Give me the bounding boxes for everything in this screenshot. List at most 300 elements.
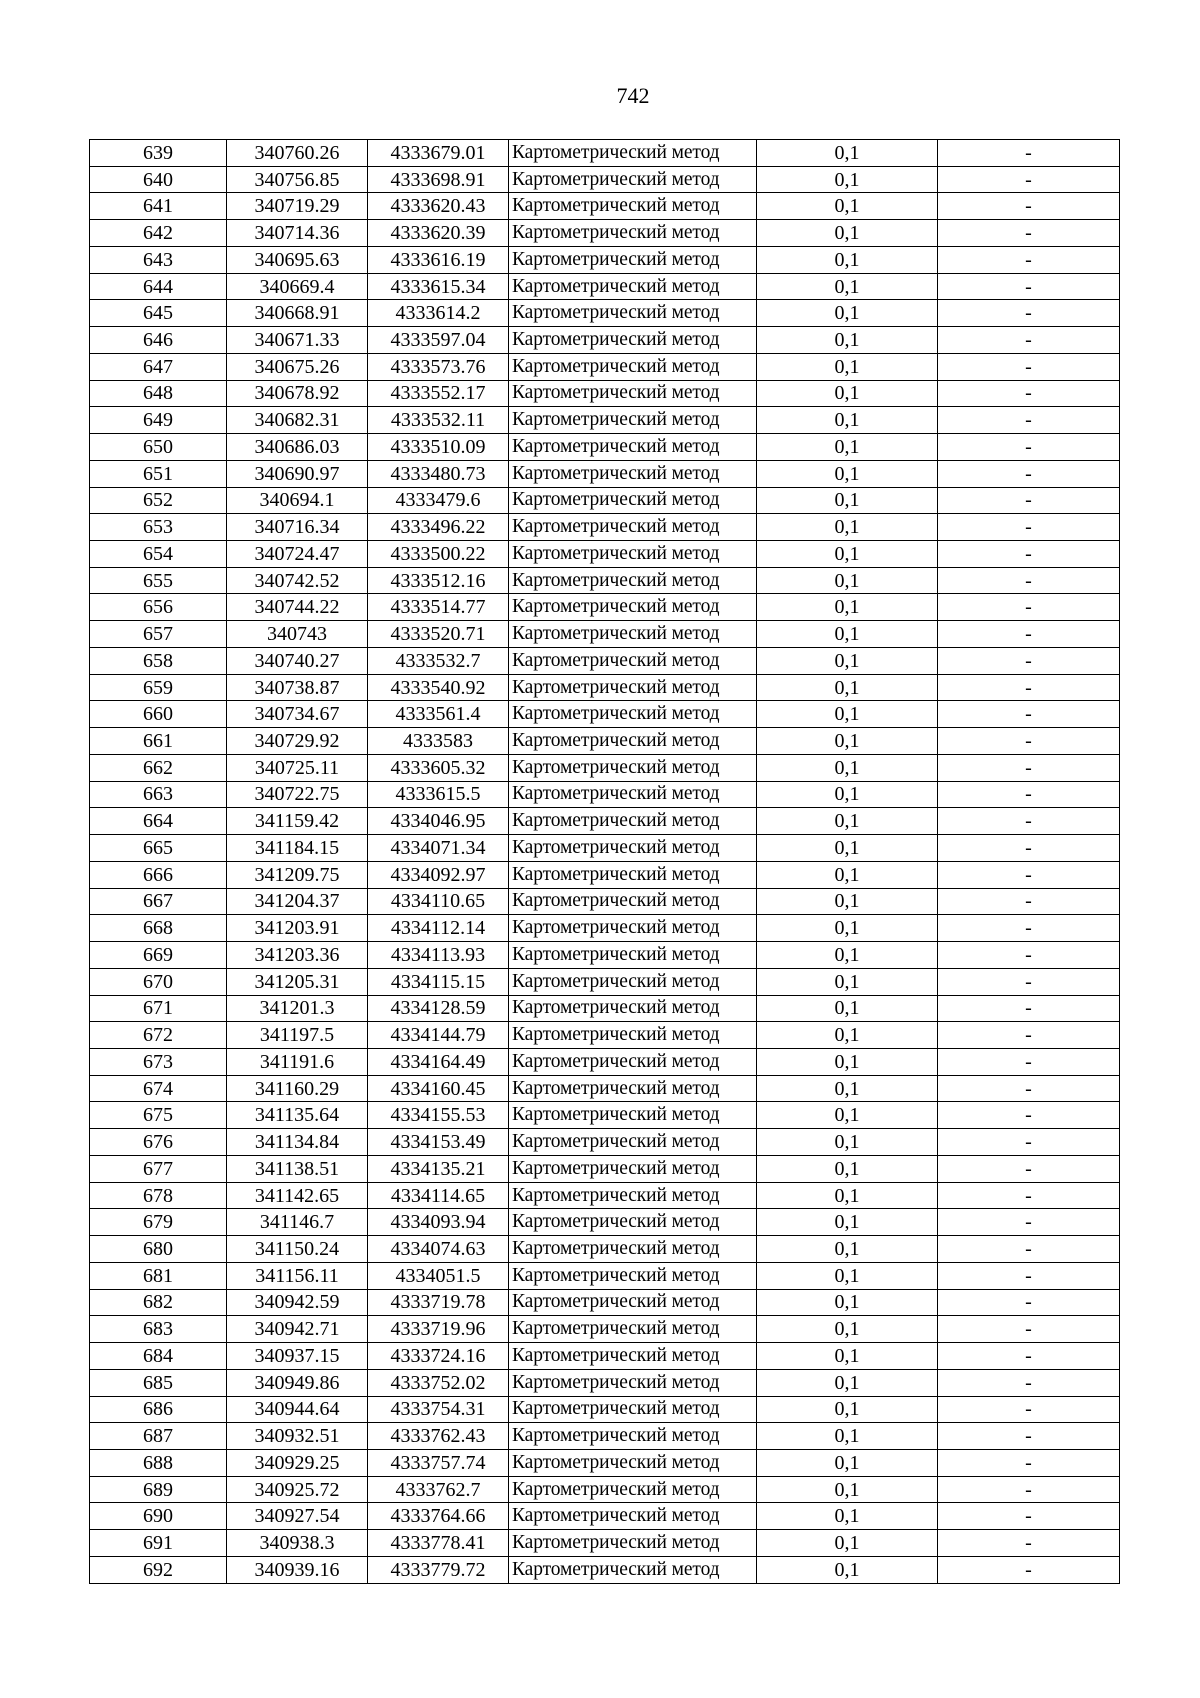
accuracy-cell: 0,1: [757, 888, 938, 915]
note-cell: -: [938, 1262, 1120, 1289]
accuracy-cell: 0,1: [757, 300, 938, 327]
y-coordinate-cell: 4333552.17: [368, 380, 509, 407]
point-number-cell: 645: [90, 300, 227, 327]
table-row: [90, 1209, 1120, 1236]
method-cell: Картометрический метод: [509, 1155, 757, 1182]
accuracy-cell: 0,1: [757, 1289, 938, 1316]
y-coordinate-cell: 4333762.43: [368, 1423, 509, 1450]
coordinates-table: [89, 139, 1120, 1584]
y-coordinate-cell: 4334092.97: [368, 861, 509, 888]
x-coordinate-cell: 340742.52: [227, 567, 368, 594]
x-coordinate-cell: 340756.85: [227, 166, 368, 193]
note-cell: -: [938, 888, 1120, 915]
x-coordinate-cell: 340760.26: [227, 140, 368, 167]
accuracy-cell: 0,1: [757, 273, 938, 300]
table-row: [90, 888, 1120, 915]
method-cell: Картометрический метод: [509, 487, 757, 514]
note-cell: -: [938, 514, 1120, 541]
point-number-cell: 689: [90, 1476, 227, 1503]
point-number-cell: 666: [90, 861, 227, 888]
y-coordinate-cell: 4333500.22: [368, 541, 509, 568]
y-coordinate-cell: 4334071.34: [368, 835, 509, 862]
method-cell: Картометрический метод: [509, 1503, 757, 1530]
y-coordinate-cell: 4334135.21: [368, 1155, 509, 1182]
y-coordinate-cell: 4333540.92: [368, 674, 509, 701]
y-coordinate-cell: 4333779.72: [368, 1556, 509, 1583]
method-cell: Картометрический метод: [509, 1236, 757, 1263]
accuracy-cell: 0,1: [757, 434, 938, 461]
accuracy-cell: 0,1: [757, 1102, 938, 1129]
accuracy-cell: 0,1: [757, 915, 938, 942]
y-coordinate-cell: 4333752.02: [368, 1369, 509, 1396]
note-cell: -: [938, 460, 1120, 487]
table-row: [90, 1262, 1120, 1289]
x-coordinate-cell: 341156.11: [227, 1262, 368, 1289]
table-row: [90, 407, 1120, 434]
point-number-cell: 647: [90, 353, 227, 380]
table-row: [90, 1503, 1120, 1530]
accuracy-cell: 0,1: [757, 701, 938, 728]
note-cell: -: [938, 220, 1120, 247]
table-row: [90, 1369, 1120, 1396]
table-row: [90, 647, 1120, 674]
point-number-cell: 660: [90, 701, 227, 728]
note-cell: -: [938, 567, 1120, 594]
point-number-cell: 673: [90, 1048, 227, 1075]
point-number-cell: 641: [90, 193, 227, 220]
y-coordinate-cell: 4333698.91: [368, 166, 509, 193]
note-cell: -: [938, 1449, 1120, 1476]
note-cell: -: [938, 1503, 1120, 1530]
point-number-cell: 684: [90, 1343, 227, 1370]
x-coordinate-cell: 340690.97: [227, 460, 368, 487]
table-row: [90, 968, 1120, 995]
table-row: [90, 514, 1120, 541]
point-number-cell: 692: [90, 1556, 227, 1583]
note-cell: -: [938, 1102, 1120, 1129]
table-row: [90, 140, 1120, 167]
method-cell: Картометрический метод: [509, 781, 757, 808]
accuracy-cell: 0,1: [757, 728, 938, 755]
note-cell: -: [938, 300, 1120, 327]
table-row: [90, 728, 1120, 755]
point-number-cell: 643: [90, 246, 227, 273]
y-coordinate-cell: 4333583: [368, 728, 509, 755]
method-cell: Картометрический метод: [509, 514, 757, 541]
accuracy-cell: 0,1: [757, 1316, 938, 1343]
x-coordinate-cell: 340714.36: [227, 220, 368, 247]
x-coordinate-cell: 340719.29: [227, 193, 368, 220]
point-number-cell: 652: [90, 487, 227, 514]
accuracy-cell: 0,1: [757, 514, 938, 541]
x-coordinate-cell: 341135.64: [227, 1102, 368, 1129]
x-coordinate-cell: 340682.31: [227, 407, 368, 434]
table-row: [90, 1155, 1120, 1182]
point-number-cell: 674: [90, 1075, 227, 1102]
table-row: [90, 1476, 1120, 1503]
note-cell: -: [938, 942, 1120, 969]
y-coordinate-cell: 4334155.53: [368, 1102, 509, 1129]
point-number-cell: 675: [90, 1102, 227, 1129]
method-cell: Картометрический метод: [509, 380, 757, 407]
note-cell: -: [938, 808, 1120, 835]
method-cell: Картометрический метод: [509, 273, 757, 300]
x-coordinate-cell: 341205.31: [227, 968, 368, 995]
y-coordinate-cell: 4333573.76: [368, 353, 509, 380]
point-number-cell: 650: [90, 434, 227, 461]
table-row: [90, 1449, 1120, 1476]
accuracy-cell: 0,1: [757, 1022, 938, 1049]
method-cell: Картометрический метод: [509, 674, 757, 701]
method-cell: Картометрический метод: [509, 1449, 757, 1476]
x-coordinate-cell: 340695.63: [227, 246, 368, 273]
y-coordinate-cell: 4334110.65: [368, 888, 509, 915]
table-row: [90, 460, 1120, 487]
accuracy-cell: 0,1: [757, 246, 938, 273]
note-cell: -: [938, 861, 1120, 888]
method-cell: Картометрический метод: [509, 1530, 757, 1557]
method-cell: Картометрический метод: [509, 300, 757, 327]
y-coordinate-cell: 4333597.04: [368, 327, 509, 354]
accuracy-cell: 0,1: [757, 1556, 938, 1583]
point-number-cell: 668: [90, 915, 227, 942]
table-row: [90, 594, 1120, 621]
method-cell: Картометрический метод: [509, 915, 757, 942]
method-cell: Картометрический метод: [509, 460, 757, 487]
table-row: [90, 781, 1120, 808]
note-cell: -: [938, 968, 1120, 995]
method-cell: Картометрический метод: [509, 647, 757, 674]
note-cell: -: [938, 353, 1120, 380]
point-number-cell: 670: [90, 968, 227, 995]
method-cell: Картометрический метод: [509, 1316, 757, 1343]
point-number-cell: 672: [90, 1022, 227, 1049]
point-number-cell: 662: [90, 754, 227, 781]
method-cell: Картометрический метод: [509, 861, 757, 888]
point-number-cell: 683: [90, 1316, 227, 1343]
point-number-cell: 664: [90, 808, 227, 835]
x-coordinate-cell: 340678.92: [227, 380, 368, 407]
table-row: [90, 1316, 1120, 1343]
method-cell: Картометрический метод: [509, 1423, 757, 1450]
accuracy-cell: 0,1: [757, 1262, 938, 1289]
table-row: [90, 942, 1120, 969]
table-row: [90, 1289, 1120, 1316]
note-cell: -: [938, 327, 1120, 354]
y-coordinate-cell: 4334113.93: [368, 942, 509, 969]
point-number-cell: 659: [90, 674, 227, 701]
point-number-cell: 653: [90, 514, 227, 541]
accuracy-cell: 0,1: [757, 621, 938, 648]
accuracy-cell: 0,1: [757, 193, 938, 220]
y-coordinate-cell: 4333757.74: [368, 1449, 509, 1476]
accuracy-cell: 0,1: [757, 1423, 938, 1450]
x-coordinate-cell: 341191.6: [227, 1048, 368, 1075]
x-coordinate-cell: 340729.92: [227, 728, 368, 755]
x-coordinate-cell: 341138.51: [227, 1155, 368, 1182]
note-cell: -: [938, 407, 1120, 434]
note-cell: -: [938, 1182, 1120, 1209]
table-row: [90, 1102, 1120, 1129]
x-coordinate-cell: 341134.84: [227, 1129, 368, 1156]
method-cell: Картометрический метод: [509, 1182, 757, 1209]
y-coordinate-cell: 4334051.5: [368, 1262, 509, 1289]
method-cell: Картометрический метод: [509, 835, 757, 862]
table-row: [90, 1048, 1120, 1075]
table-row: [90, 1022, 1120, 1049]
note-cell: -: [938, 1048, 1120, 1075]
point-number-cell: 655: [90, 567, 227, 594]
x-coordinate-cell: 340724.47: [227, 541, 368, 568]
point-number-cell: 642: [90, 220, 227, 247]
method-cell: Картометрический метод: [509, 246, 757, 273]
y-coordinate-cell: 4333620.43: [368, 193, 509, 220]
y-coordinate-cell: 4334164.49: [368, 1048, 509, 1075]
table-row: [90, 1129, 1120, 1156]
method-cell: Картометрический метод: [509, 1369, 757, 1396]
x-coordinate-cell: 341197.5: [227, 1022, 368, 1049]
x-coordinate-cell: 340929.25: [227, 1449, 368, 1476]
x-coordinate-cell: 340668.91: [227, 300, 368, 327]
y-coordinate-cell: 4334160.45: [368, 1075, 509, 1102]
x-coordinate-cell: 340937.15: [227, 1343, 368, 1370]
method-cell: Картометрический метод: [509, 193, 757, 220]
x-coordinate-cell: 341203.36: [227, 942, 368, 969]
table-row: [90, 915, 1120, 942]
note-cell: -: [938, 1423, 1120, 1450]
y-coordinate-cell: 4333532.7: [368, 647, 509, 674]
note-cell: -: [938, 193, 1120, 220]
x-coordinate-cell: 340738.87: [227, 674, 368, 701]
y-coordinate-cell: 4333561.4: [368, 701, 509, 728]
x-coordinate-cell: 340716.34: [227, 514, 368, 541]
accuracy-cell: 0,1: [757, 327, 938, 354]
table-row: [90, 1396, 1120, 1423]
method-cell: Картометрический метод: [509, 1209, 757, 1236]
note-cell: -: [938, 1316, 1120, 1343]
x-coordinate-cell: 340949.86: [227, 1369, 368, 1396]
note-cell: -: [938, 647, 1120, 674]
y-coordinate-cell: 4333480.73: [368, 460, 509, 487]
note-cell: -: [938, 781, 1120, 808]
table-row: [90, 300, 1120, 327]
table-row: [90, 567, 1120, 594]
method-cell: Картометрический метод: [509, 1476, 757, 1503]
method-cell: Картометрический метод: [509, 1262, 757, 1289]
y-coordinate-cell: 4333512.16: [368, 567, 509, 594]
note-cell: -: [938, 915, 1120, 942]
x-coordinate-cell: 341201.3: [227, 995, 368, 1022]
accuracy-cell: 0,1: [757, 1129, 938, 1156]
note-cell: -: [938, 1556, 1120, 1583]
x-coordinate-cell: 340694.1: [227, 487, 368, 514]
accuracy-cell: 0,1: [757, 1476, 938, 1503]
table-row: [90, 541, 1120, 568]
note-cell: -: [938, 166, 1120, 193]
note-cell: -: [938, 1369, 1120, 1396]
y-coordinate-cell: 4333620.39: [368, 220, 509, 247]
accuracy-cell: 0,1: [757, 942, 938, 969]
method-cell: Картометрический метод: [509, 1022, 757, 1049]
table-row: [90, 754, 1120, 781]
table-row: [90, 1343, 1120, 1370]
point-number-cell: 665: [90, 835, 227, 862]
y-coordinate-cell: 4333754.31: [368, 1396, 509, 1423]
note-cell: -: [938, 1129, 1120, 1156]
table-row: [90, 701, 1120, 728]
point-number-cell: 678: [90, 1182, 227, 1209]
y-coordinate-cell: 4333762.7: [368, 1476, 509, 1503]
note-cell: -: [938, 380, 1120, 407]
note-cell: -: [938, 835, 1120, 862]
point-number-cell: 687: [90, 1423, 227, 1450]
x-coordinate-cell: 341209.75: [227, 861, 368, 888]
method-cell: Картометрический метод: [509, 728, 757, 755]
note-cell: -: [938, 541, 1120, 568]
y-coordinate-cell: 4333496.22: [368, 514, 509, 541]
method-cell: Картометрический метод: [509, 1343, 757, 1370]
note-cell: -: [938, 674, 1120, 701]
y-coordinate-cell: 4333510.09: [368, 434, 509, 461]
accuracy-cell: 0,1: [757, 1075, 938, 1102]
x-coordinate-cell: 340944.64: [227, 1396, 368, 1423]
y-coordinate-cell: 4333479.6: [368, 487, 509, 514]
point-number-cell: 657: [90, 621, 227, 648]
y-coordinate-cell: 4333719.96: [368, 1316, 509, 1343]
point-number-cell: 640: [90, 166, 227, 193]
point-number-cell: 686: [90, 1396, 227, 1423]
x-coordinate-cell: 341204.37: [227, 888, 368, 915]
point-number-cell: 651: [90, 460, 227, 487]
point-number-cell: 639: [90, 140, 227, 167]
table-row: [90, 1530, 1120, 1557]
accuracy-cell: 0,1: [757, 808, 938, 835]
method-cell: Картометрический метод: [509, 701, 757, 728]
x-coordinate-cell: 340669.4: [227, 273, 368, 300]
table-row: [90, 835, 1120, 862]
accuracy-cell: 0,1: [757, 594, 938, 621]
method-cell: Картометрический метод: [509, 1048, 757, 1075]
method-cell: Картометрический метод: [509, 1129, 757, 1156]
accuracy-cell: 0,1: [757, 1343, 938, 1370]
method-cell: Картометрический метод: [509, 220, 757, 247]
table-row: [90, 995, 1120, 1022]
accuracy-cell: 0,1: [757, 1048, 938, 1075]
y-coordinate-cell: 4333616.19: [368, 246, 509, 273]
accuracy-cell: 0,1: [757, 407, 938, 434]
accuracy-cell: 0,1: [757, 1182, 938, 1209]
point-number-cell: 682: [90, 1289, 227, 1316]
table-row: [90, 246, 1120, 273]
y-coordinate-cell: 4333719.78: [368, 1289, 509, 1316]
note-cell: -: [938, 1236, 1120, 1263]
y-coordinate-cell: 4333514.77: [368, 594, 509, 621]
note-cell: -: [938, 1155, 1120, 1182]
accuracy-cell: 0,1: [757, 220, 938, 247]
y-coordinate-cell: 4333778.41: [368, 1530, 509, 1557]
x-coordinate-cell: 340675.26: [227, 353, 368, 380]
method-cell: Картометрический метод: [509, 942, 757, 969]
method-cell: Картометрический метод: [509, 594, 757, 621]
note-cell: -: [938, 594, 1120, 621]
table-row: [90, 220, 1120, 247]
method-cell: Картометрический метод: [509, 567, 757, 594]
accuracy-cell: 0,1: [757, 1530, 938, 1557]
note-cell: -: [938, 754, 1120, 781]
method-cell: Картометрический метод: [509, 1075, 757, 1102]
table-row: [90, 380, 1120, 407]
note-cell: -: [938, 1209, 1120, 1236]
note-cell: -: [938, 434, 1120, 461]
x-coordinate-cell: 340740.27: [227, 647, 368, 674]
method-cell: Картометрический метод: [509, 754, 757, 781]
point-number-cell: 648: [90, 380, 227, 407]
y-coordinate-cell: 4334093.94: [368, 1209, 509, 1236]
note-cell: -: [938, 995, 1120, 1022]
y-coordinate-cell: 4334114.65: [368, 1182, 509, 1209]
table-row: [90, 1075, 1120, 1102]
x-coordinate-cell: 340744.22: [227, 594, 368, 621]
method-cell: Картометрический метод: [509, 140, 757, 167]
x-coordinate-cell: 340939.16: [227, 1556, 368, 1583]
accuracy-cell: 0,1: [757, 140, 938, 167]
y-coordinate-cell: 4334115.15: [368, 968, 509, 995]
method-cell: Картометрический метод: [509, 407, 757, 434]
accuracy-cell: 0,1: [757, 781, 938, 808]
accuracy-cell: 0,1: [757, 1369, 938, 1396]
note-cell: -: [938, 487, 1120, 514]
x-coordinate-cell: 340734.67: [227, 701, 368, 728]
point-number-cell: 649: [90, 407, 227, 434]
note-cell: -: [938, 701, 1120, 728]
table-row: [90, 487, 1120, 514]
point-number-cell: 654: [90, 541, 227, 568]
x-coordinate-cell: 341142.65: [227, 1182, 368, 1209]
x-coordinate-cell: 341160.29: [227, 1075, 368, 1102]
note-cell: -: [938, 1289, 1120, 1316]
point-number-cell: 663: [90, 781, 227, 808]
table-row: [90, 353, 1120, 380]
accuracy-cell: 0,1: [757, 1155, 938, 1182]
x-coordinate-cell: 340725.11: [227, 754, 368, 781]
note-cell: -: [938, 728, 1120, 755]
point-number-cell: 646: [90, 327, 227, 354]
y-coordinate-cell: 4334074.63: [368, 1236, 509, 1263]
x-coordinate-cell: 340927.54: [227, 1503, 368, 1530]
x-coordinate-cell: 340671.33: [227, 327, 368, 354]
table-row: [90, 166, 1120, 193]
x-coordinate-cell: 340722.75: [227, 781, 368, 808]
y-coordinate-cell: 4333679.01: [368, 140, 509, 167]
x-coordinate-cell: 340942.59: [227, 1289, 368, 1316]
point-number-cell: 658: [90, 647, 227, 674]
y-coordinate-cell: 4333614.2: [368, 300, 509, 327]
point-number-cell: 677: [90, 1155, 227, 1182]
table-row: [90, 434, 1120, 461]
table-row: [90, 1182, 1120, 1209]
table-row: [90, 1423, 1120, 1450]
x-coordinate-cell: 340743: [227, 621, 368, 648]
point-number-cell: 681: [90, 1262, 227, 1289]
method-cell: Картометрический метод: [509, 166, 757, 193]
method-cell: Картометрический метод: [509, 541, 757, 568]
point-number-cell: 691: [90, 1530, 227, 1557]
accuracy-cell: 0,1: [757, 1396, 938, 1423]
note-cell: -: [938, 140, 1120, 167]
y-coordinate-cell: 4334112.14: [368, 915, 509, 942]
method-cell: Картометрический метод: [509, 621, 757, 648]
note-cell: -: [938, 246, 1120, 273]
